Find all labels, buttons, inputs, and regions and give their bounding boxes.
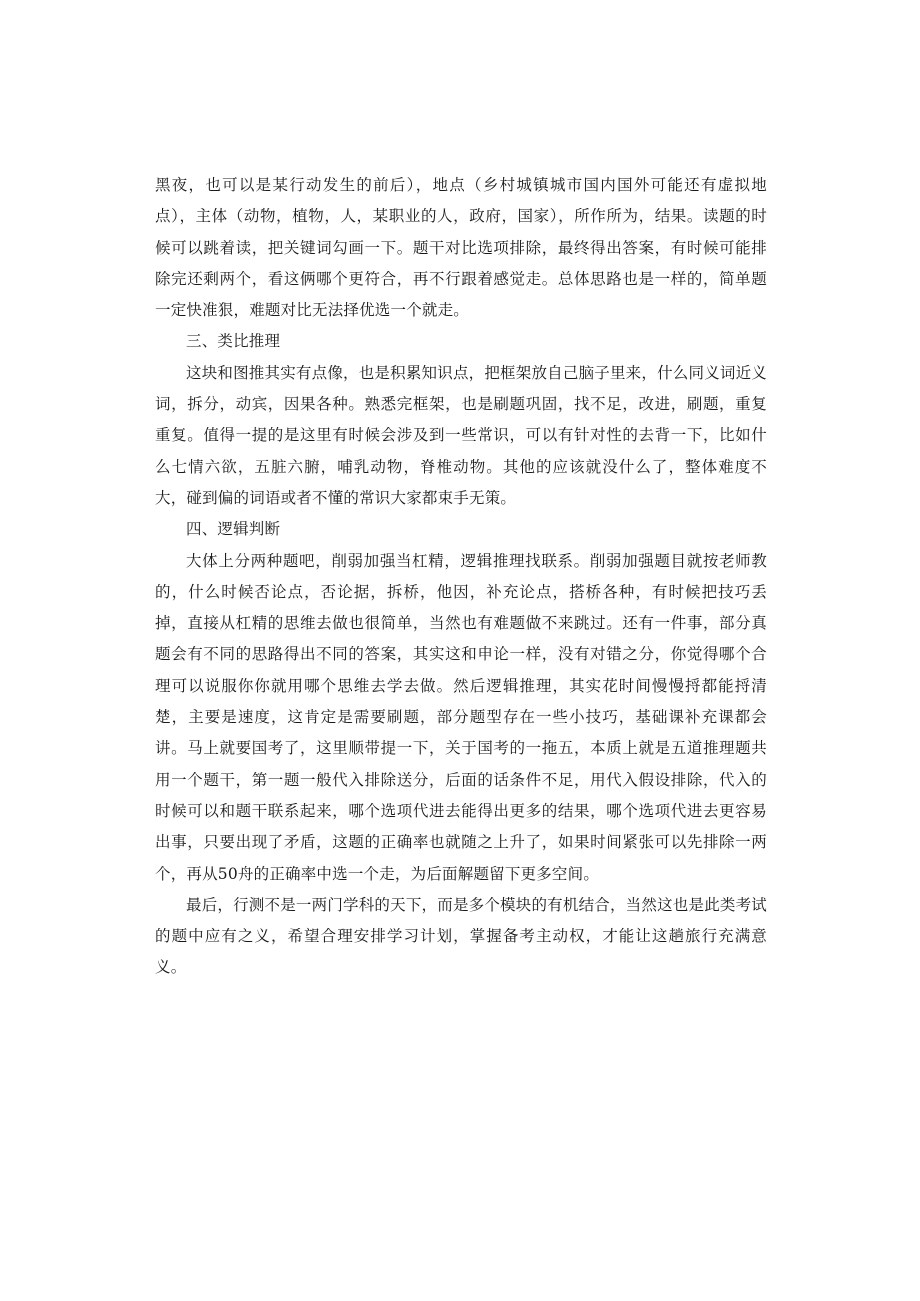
section-heading-logical-judgment: 四、逻辑判断 <box>186 520 281 539</box>
document-body <box>155 170 767 984</box>
paragraph-continuation: 黑夜，也可以是某行动发生的前后），地点（乡村城镇城市国内国外可能还有虚拟地点），主体（动物，植物，人，某职业的人，政府，国家），所作所为，结果。读题的时候可以跳着读，把关键词勾画一下。题干对比选项排除，最终得出答案，有时候可能排除完还剩两个，看这俩哪个更符合，再不行跟着感觉走。总体思路也是一样的，简单题一定快准狠，难题对比无法择优选一个就走。 <box>155 176 767 320</box>
paragraph-logical-judgment: 大体上分两种题吧，削弱加强当杠精，逻辑推理找联系。削弱加强题目就按老师教的，什么时候否论点，否论据，拆桥，他因，补充论点，搭桥各种，有时候把技巧丢掉，直接从杠精的思维去做也很简单，当然也有难题做不来跳过。还有一件事，部分真题会有不同的思路得出不同的答案，其实这和申论一样，没有对错之分，你觉得哪个合理可以说服你你就用哪个思维去学去做。然后逻辑推理，其实花时间慢慢捋都能捋清楚，主要是速度，这肯定是需要刷题，部分题型存在一些小技巧，基础课补充课都会讲。马上就要国考了，这里顺带提一下，关于国考的一拖五，本质上就是五道推理题共用一个题干，第一题一般代入排除送分，后面的话条件不足，用代入假设排除，代入的时候可以和题干联系起来，哪个选项代进去能得出更多的结果，哪个选项代进去更容易出事，只要出现了矛盾，这题的正确率也就随之上升了，如果时间紧张可以先排除一两个，再从50舟的正确率中选一个走，为后面解题留下更多空间。 <box>155 551 767 883</box>
section-heading-analogy-reasoning: 三、类比推理 <box>186 332 281 351</box>
paragraph-analogy-reasoning: 这块和图推其实有点像，也是积累知识点，把框架放自己脑子里来，什么同义词近义词，拆分，动宾，因果各种。熟悉完框架，也是刷题巩固，找不足，改进，刷题，重复重复。值得一提的是这里有时候会涉及到一些常识，可以有针对性的去背一下，比如什么七情六欲，五脏六腑，哺乳动物，脊椎动物。其他的应该就没什么了，整体难度不大，碰到偏的词语或者不懂的常识大家都束手无策。 <box>155 363 767 507</box>
paragraph-conclusion: 最后，行测不是一两门学科的天下，而是多个模块的有机结合，当然这也是此类考试的题中应有之义，希望合理安排学习计划，掌握备考主动权，才能让这趟旅行充满意义。 <box>155 895 767 977</box>
